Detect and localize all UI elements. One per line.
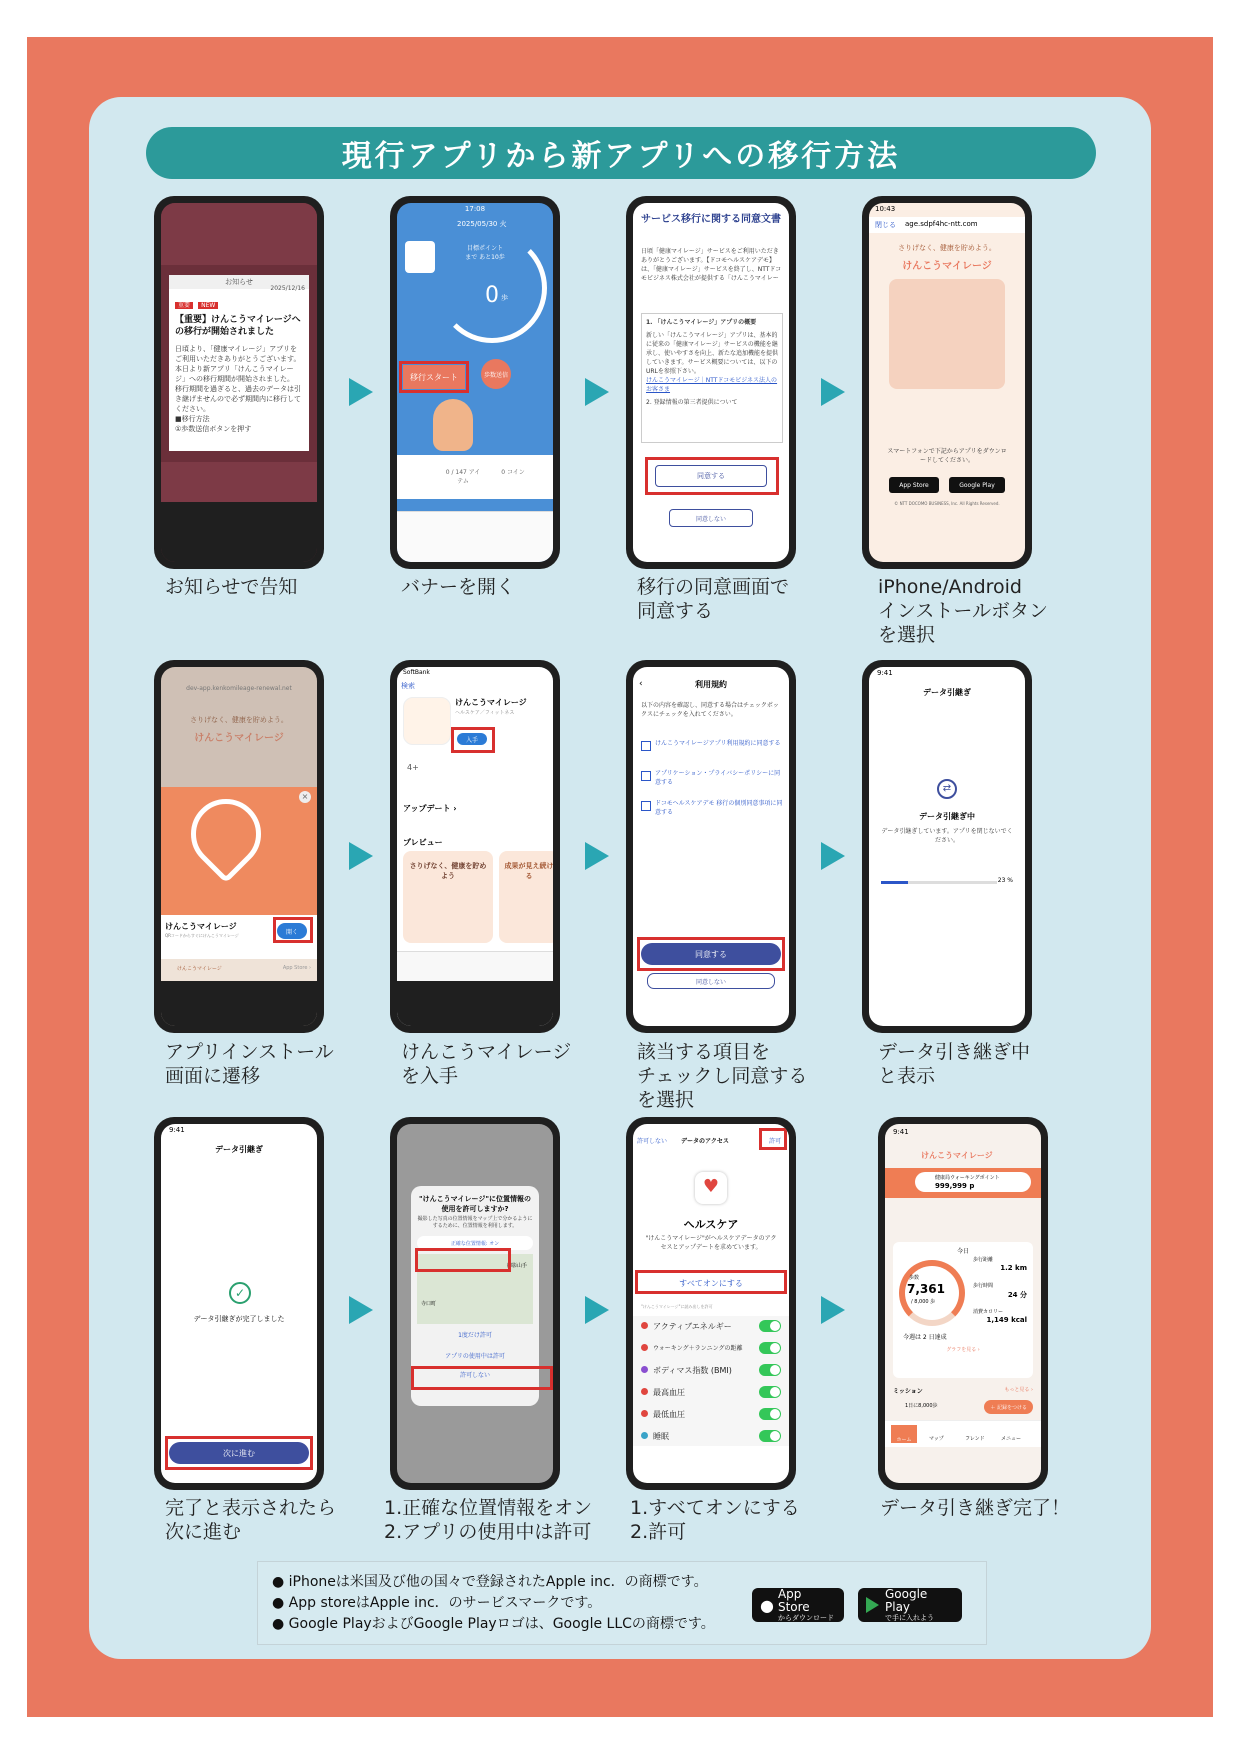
banner-sub: QRコードからすぐにけんこうマイレージ: [165, 933, 239, 938]
section-label: "けんこうマイレージ"に読み出しを許可: [641, 1304, 713, 1309]
google-play-sub: で手に入れよう: [885, 1613, 934, 1622]
notice-body: 日頃より、「健康マイレージ」アプリをご利用いただきありがとうございます。 本日より新アプリ「けんこうマイレージ」への移行期間が開始されました。 移行期間を過ぎると、過去のデータは引き継げませんので必ず期間内に移行してください。 ■移行方法 ①歩数送信ボタンを押す: [175, 345, 301, 433]
complete-message: データ引継ぎが完了しました: [193, 1315, 285, 1323]
arrow-right-icon: [821, 378, 845, 406]
app-store-main: App Store: [777, 1586, 810, 1614]
open-button[interactable]: 開く: [277, 923, 307, 939]
steps-goal: / 8,000 歩: [911, 1299, 936, 1305]
back-icon[interactable]: ‹: [639, 679, 643, 689]
dialog-header: お知らせ: [169, 275, 309, 289]
trademark-line-2: ● App storeはApple inc．のサービスマークです。: [272, 1595, 602, 1611]
close-icon[interactable]: ×: [299, 791, 311, 803]
copyright: © NTT DOCOMO BUSINESS, Inc. All Rights Reserved.: [894, 501, 1000, 506]
walk-time-value: 24 分: [1007, 1291, 1027, 1299]
terms-box[interactable]: [641, 313, 783, 443]
google-play-badge[interactable]: [858, 1588, 962, 1622]
get-button[interactable]: 入手: [457, 733, 487, 745]
arrow-right-icon: [821, 842, 845, 870]
heart-logo-icon: [177, 785, 276, 884]
bottom-nav: [397, 511, 553, 562]
highlight-box: [451, 727, 495, 753]
promo-illustration: [889, 279, 1005, 389]
store-category: ヘルスケア／フィットネス: [455, 710, 515, 716]
service-link[interactable]: けんこうマイレージ｜NTTドコモビジネス法人のお客さま: [646, 377, 778, 393]
phone-step-10: [390, 1117, 560, 1490]
play-triangle-icon: [866, 1597, 879, 1613]
permission-item: 最高血圧: [653, 1388, 685, 1397]
highlight-box: [415, 1248, 511, 1272]
phone-chin: [397, 981, 553, 1026]
send-steps-badge[interactable]: 歩数送信: [481, 359, 511, 389]
progress-fill: [881, 881, 908, 884]
status-time: 17:08: [464, 205, 486, 213]
highlight-box: [399, 361, 469, 393]
arrow-right-icon: [349, 378, 373, 406]
allow-while-using-button[interactable]: アプリの使用中は許可: [445, 1353, 505, 1360]
today-card: [893, 1242, 1033, 1378]
phone-step-2: [390, 196, 560, 569]
phone-step-5: [154, 660, 324, 1033]
phone-screen: [633, 203, 789, 562]
highlight-box: [637, 937, 785, 971]
caption-step-9: 完了と表示されたら 次に進む: [165, 1497, 337, 1543]
phone-screen: [397, 667, 553, 1026]
phone-step-4: [862, 196, 1032, 569]
highlight-box: [635, 1270, 787, 1294]
nav-friends[interactable]: フレンド: [965, 1436, 985, 1442]
trademark-notes: [272, 1572, 715, 1635]
dialog-title: "けんこうマイレージ"に位置情報の使用を許可しますか?: [418, 1195, 531, 1213]
phone-step-11: [626, 1117, 796, 1490]
nav-menu[interactable]: メニュー: [1001, 1436, 1022, 1442]
status-time: 10:43: [875, 205, 896, 213]
trademark-line-3: ● Google PlayおよびGoogle Playロゴは、Google LLCの商標です。: [272, 1616, 715, 1632]
new-tag: NEW: [198, 302, 218, 309]
caption-step-7: 該当する項目を チェックし同意する を選択: [637, 1041, 808, 1111]
caption-step-5: アプリインストール 画面に遷移: [165, 1041, 334, 1087]
status-time: 9:41: [893, 1128, 909, 1136]
tagline: さりげなく、健康を貯めよう。: [898, 244, 996, 252]
checkbox[interactable]: [641, 771, 651, 781]
permission-toggle[interactable]: [759, 1430, 781, 1442]
highlight-box: [411, 1366, 553, 1390]
caption-step-6: けんこうマイレージ を入手: [401, 1041, 572, 1087]
phone-step-3: [626, 196, 796, 569]
distance-label: 歩行距離: [973, 1257, 994, 1263]
mission-item[interactable]: 1日に8,000歩: [905, 1403, 938, 1409]
phone-step-8: [862, 660, 1032, 1033]
coins-tile[interactable]: 0 コイン: [501, 469, 525, 476]
phone-step-7: [626, 660, 796, 1033]
app-store-button[interactable]: App Store: [889, 477, 939, 493]
phone-step-1: [154, 196, 324, 569]
close-link[interactable]: 閉じる: [875, 221, 896, 229]
back-link[interactable]: 検索: [401, 682, 415, 690]
phone-chin: [161, 981, 317, 1026]
walk-time-label: 歩行時間: [973, 1283, 994, 1289]
phone-screen: [869, 667, 1025, 1026]
phone-screen: [397, 203, 553, 562]
points-pill[interactable]: [915, 1172, 1031, 1192]
heart-icon: [641, 1410, 648, 1417]
phone-step-9: [154, 1117, 324, 1490]
deny-link[interactable]: 許可しない: [637, 1138, 668, 1145]
permission-toggle[interactable]: [759, 1342, 781, 1354]
all-on-button[interactable]: すべてオンにする: [679, 1279, 743, 1288]
download-text: スマートフォンで下記からアプリをダウンロードしてください。: [887, 448, 1007, 464]
disagree-button[interactable]: 同意しない: [669, 509, 753, 527]
kcal-value: 1,149 kcal: [986, 1316, 1027, 1324]
items-tile[interactable]: 0 / 147 アイテム: [445, 469, 481, 485]
preview-heading: プレビュー: [403, 838, 443, 847]
allow-once-button[interactable]: 1度だけ許可: [458, 1332, 492, 1339]
steps-count: 7,361: [907, 1282, 945, 1296]
notice-dialog: [169, 275, 309, 451]
map-label: 御影山手: [506, 1263, 527, 1269]
disagree-button[interactable]: 同意しない: [647, 973, 775, 989]
deny-button[interactable]: 許可しない: [459, 1372, 490, 1379]
app-logo-text: けんこうマイレージ: [921, 1151, 993, 1160]
tagline: さりげなく、健康を貯めよう。: [190, 716, 288, 724]
bed-icon: [641, 1432, 648, 1439]
permission-list: [633, 1316, 789, 1446]
access-heading: データのアクセス: [681, 1138, 729, 1145]
permission-item: ウォーキング＋ランニングの距離: [653, 1345, 743, 1352]
kcal-label: 消費カロリー: [973, 1309, 1004, 1315]
highlight-box: [645, 457, 779, 495]
caption-step-1: お知らせで告知: [165, 576, 298, 598]
more-link[interactable]: もっと見る ›: [1004, 1387, 1033, 1393]
graph-link[interactable]: グラフを見る ›: [946, 1347, 980, 1353]
permission-item: アクティブエネルギー: [653, 1322, 732, 1331]
app-icon: [403, 697, 451, 745]
precise-location-toggle[interactable]: 正確な位置情報: オン: [417, 1236, 533, 1250]
phone-screen: [633, 667, 789, 1026]
banner-app-name: けんこうマイレージ: [165, 922, 237, 931]
carrier-text: SoftBank: [403, 669, 430, 676]
terms-heading: 利用規約: [695, 680, 727, 689]
check-item-3[interactable]: ドコモヘルスケアデモ 移行の個別同意事項に同意する: [655, 800, 783, 816]
checkmark-icon: ✓: [229, 1282, 251, 1304]
age-rating: 4+: [407, 763, 419, 772]
heart-icon: [641, 1388, 648, 1395]
caption-step-4: iPhone/Android インストールボタン を選択: [878, 576, 1049, 646]
check-item-1[interactable]: けんこうマイレージアプリ利用規約に同意する: [655, 740, 781, 747]
google-play-main: Google Play: [885, 1586, 928, 1614]
record-button[interactable]: ＋ 記録をつける: [984, 1400, 1033, 1414]
points-value: 999,999 p: [935, 1182, 975, 1190]
check-item-2[interactable]: アプリケーション・プライバシーポリシーに同意する: [655, 770, 781, 786]
store-app-name: けんこうマイレージ: [455, 698, 527, 707]
permission-item: 睡眠: [653, 1432, 669, 1441]
url-text: dev-app.kenkomileage-renewal.net: [186, 685, 292, 692]
permission-toggle[interactable]: [759, 1364, 781, 1376]
phone-screen: [161, 203, 317, 562]
checkbox[interactable]: [641, 801, 651, 811]
permission-item: ボディマス指数 (BMI): [653, 1366, 732, 1375]
person-icon: [641, 1366, 648, 1373]
map-label: 寺口町: [421, 1301, 437, 1307]
bottom-nav: [885, 1420, 1041, 1447]
transfer-heading: データ引継ぎ: [923, 688, 971, 697]
nav-home[interactable]: ホーム: [891, 1425, 917, 1443]
phone-screen: [397, 1124, 553, 1483]
health-desc: "けんこうマイレージ"がヘルスケアデータのアクセスとアップデートを求めています。: [645, 1235, 777, 1251]
preview-text: さりげなく、健康を貯めよう: [409, 862, 487, 880]
points-banner: [885, 1168, 1041, 1198]
agree-button[interactable]: 同意する: [641, 943, 781, 965]
phone-screen: [161, 667, 317, 1026]
footer-label: けんこうマイレージ: [177, 966, 222, 972]
step-unit: 歩: [501, 294, 508, 302]
trademark-line-1: ● iPhoneは米国及び他の国々で登録されたApple inc．の商標です。: [272, 1574, 708, 1590]
step-count: 0: [485, 283, 499, 308]
terms-intro: 以下の内容を確認し、同意する場合はチェックボックスにチェックを入れてください。: [641, 702, 779, 718]
transfer-heading: データ引継ぎ: [215, 1145, 263, 1154]
nav-map[interactable]: マップ: [929, 1436, 944, 1442]
today-label: 今日: [956, 1248, 969, 1255]
flame-icon: [641, 1344, 648, 1351]
transfer-status: データ引継ぎ中: [919, 812, 975, 821]
page-footer: [161, 959, 317, 981]
status-time: 9:41: [169, 1126, 185, 1134]
avatar[interactable]: [405, 241, 435, 273]
arrow-right-icon: [349, 1296, 373, 1324]
pointing-hand-icon: [433, 399, 473, 451]
permission-toggle[interactable]: [759, 1386, 781, 1398]
health-heart-icon: ♥: [695, 1172, 727, 1204]
bottom-nav: [161, 462, 317, 502]
streak-text: 今週は 2 日達成: [903, 1334, 947, 1341]
progress-track: [881, 881, 997, 884]
status-time: 9:41: [877, 669, 893, 677]
highlight-box: [759, 1128, 787, 1150]
distance-value: 1.2 km: [1000, 1264, 1027, 1272]
allow-link[interactable]: 許可: [768, 1138, 781, 1145]
checkbox[interactable]: [641, 741, 651, 751]
dialog-body: 撮影した写真の位置情報をマップ上で分かるようにするために、位置情報を利用します。: [417, 1216, 533, 1229]
trademark-footer: [257, 1561, 987, 1645]
apple-icon: ●: [760, 1595, 774, 1615]
arrow-right-icon: [585, 842, 609, 870]
notice-heading: 【重要】けんこうマイレージへの移行が開始されました: [175, 315, 301, 337]
next-button[interactable]: 次に進む: [169, 1442, 309, 1464]
app-store-sub: からダウンロード: [777, 1613, 834, 1622]
arrow-right-icon: [349, 842, 373, 870]
permission-toggle[interactable]: [759, 1320, 781, 1332]
app-logo-text: けんこうマイレージ: [194, 733, 284, 744]
preview-text-2: 成果が見え続ける: [504, 862, 553, 880]
transfer-message: データ引継ぎしています。アプリを閉じないでください。: [881, 828, 1013, 844]
important-tag: 重要: [175, 302, 193, 309]
progress-label: 23 %: [997, 877, 1013, 884]
consent-heading: サービス移行に関する同意文書: [641, 214, 781, 225]
consent-body: 日頃「健康マイレージ」サービスをご利用いただきありがとうございます。【ドコモヘルスケアデモ】は、「健康マイレージ」サービスを終了し、NTTドコモビジネス株式会社が提供する「けんこうマイレー: [641, 248, 782, 282]
preview-image[interactable]: [403, 851, 493, 943]
goal-text: 目標ポイントまで あと10歩: [465, 245, 505, 261]
section-1-title: 1. 「けんこうマイレージ」アプリの概要: [646, 319, 757, 326]
google-play-button[interactable]: Google Play: [949, 477, 1005, 493]
arrow-right-icon: [585, 378, 609, 406]
sync-icon: ⇄: [937, 779, 957, 799]
phone-screen: [161, 1124, 317, 1483]
phone-screen: [869, 203, 1025, 562]
highlight-box: [165, 1436, 313, 1470]
browser-bar: [869, 217, 1025, 233]
app-logo-text: けんこうマイレージ: [902, 261, 992, 272]
permission-toggle[interactable]: [759, 1408, 781, 1420]
highlight-box: [273, 917, 313, 943]
caption-step-3: 移行の同意画面で 同意する: [637, 576, 790, 622]
permission-item: 最低血圧: [653, 1410, 685, 1419]
caption-step-10: 1.正確な位置情報をオン 2.アプリの使用中は許可: [384, 1497, 593, 1543]
arrow-right-icon: [821, 1296, 845, 1324]
arrow-right-icon: [585, 1296, 609, 1324]
phone-chin: [161, 502, 317, 562]
phone-step-6: [390, 660, 560, 1033]
preview-image[interactable]: [499, 851, 553, 943]
phone-screen: [885, 1124, 1041, 1483]
phone-screen: [633, 1124, 789, 1483]
flame-icon: [641, 1322, 648, 1329]
steps-label: 歩数: [909, 1275, 920, 1281]
phone-step-12: [878, 1117, 1048, 1490]
points-label: 健康局ウォーキングポイント: [935, 1175, 1000, 1181]
section-1-body: 新しい「けんこうマイレージ」アプリは、基本的に従来の「健康マイレージ」サービスの機能を継承し、使いやすさを向上、新たな追加機能を提供していきます。サービス概要については、以下のURLを参照下さい。: [646, 332, 779, 375]
store-tab-bar: [397, 951, 553, 982]
app-icon-banner: [161, 787, 317, 915]
health-title: ヘルスケア: [683, 1218, 739, 1231]
footer-sub: App Store ›: [282, 965, 311, 971]
update-heading[interactable]: アップデート ›: [403, 804, 457, 813]
migration-start-banner[interactable]: 移行スタート: [403, 365, 465, 389]
mission-heading: ミッション: [893, 1388, 923, 1395]
agree-button[interactable]: 同意する: [655, 465, 767, 487]
caption-step-8: データ引き継ぎ中 と表示: [878, 1041, 1031, 1087]
caption-step-12: データ引き継ぎ完了！: [880, 1497, 1071, 1519]
caption-step-2: バナーを開く: [401, 576, 516, 598]
app-header: [161, 203, 317, 265]
home-date: 2025/05/30 火: [457, 220, 507, 228]
page-title: 現行アプリから新アプリへの移行方法: [146, 127, 1096, 179]
section-2-title: 2. 登録情報の第三者提供について: [646, 399, 738, 406]
caption-step-11: 1.すべてオンにする 2.許可: [630, 1497, 800, 1543]
url-text[interactable]: age.sdpf4hc-ntt.com: [905, 220, 978, 228]
tile-row: [397, 455, 553, 499]
notice-date: 2025/12/16: [270, 285, 305, 292]
app-store-badge[interactable]: [752, 1588, 844, 1622]
